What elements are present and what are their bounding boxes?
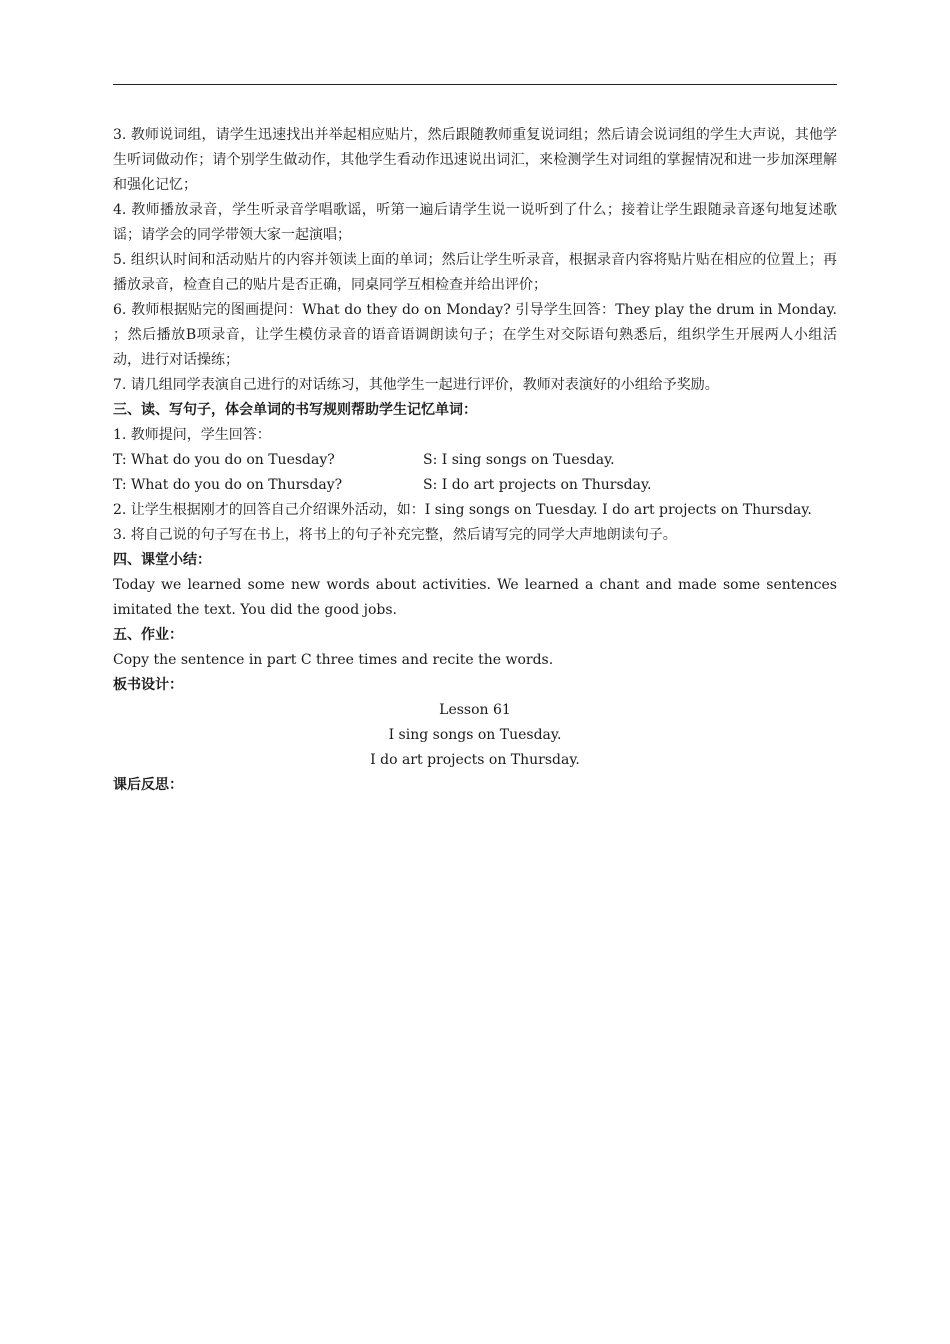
step-7: 7. 请几组同学表演自己进行的对话练习，其他学生一起进行评价，教师对表演好的小组给予奖励。 <box>113 377 719 393</box>
section-4-heading: 四、课堂小结： <box>113 552 211 568</box>
teacher-line-2: T: What do you do on Thursday? <box>113 477 343 493</box>
reflection-heading: 课后反思： <box>113 777 183 793</box>
board-line-lesson: Lesson 61 <box>439 702 511 718</box>
document-body <box>113 123 837 798</box>
board-line-1: I sing songs on Tuesday. <box>388 727 562 743</box>
board-line-2: I do art projects on Thursday. <box>370 752 580 768</box>
section-3-heading: 三、读、写句子，体会单词的书写规则帮助学生记忆单词： <box>113 402 477 418</box>
step-6: 6. 教师根据贴完的图画提问：What do they do on Monday? 引导学生回答：They play the drum in Monday. ；然后播放B项录音，让学生模仿录音的语音语调朗读句子；在学生对交际语句熟悉后，组织学生开展两人小组活动，进行对话操练； <box>113 302 837 368</box>
section-5-heading: 五、作业： <box>113 627 183 643</box>
board-design-heading: 板书设计： <box>113 677 183 693</box>
section-3-item-2: 2. 让学生根据刚才的回答自己介绍课外活动，如：I sing songs on Tuesday. I do art projects on Thursday. <box>113 502 812 518</box>
step-5: 5. 组织认时间和活动贴片的内容并领读上面的单词；然后让学生听录音，根据录音内容将贴片贴在相应的位置上；再播放录音，检查自己的贴片是否正确，同桌同学互相检查并给出评价； <box>113 252 837 293</box>
step-3: 3. 教师说词组，请学生迅速找出并举起相应贴片，然后跟随教师重复说词组；然后请会说词组的学生大声说，其他学生听词做动作；请个别学生做动作，其他学生看动作迅速说出词汇，来检测学生对词组的掌握情况和进一步加深理解和强化记忆； <box>113 127 837 193</box>
teacher-line-1: T: What do you do on Tuesday? <box>113 452 335 468</box>
student-line-1: S: I sing songs on Tuesday. <box>423 452 615 468</box>
dialog-row-1 <box>113 448 837 473</box>
step-4: 4. 教师播放录音，学生听录音学唱歌谣，听第一遍后请学生说一说听到了什么；接着让学生跟随录音逐句地复述歌谣；请学会的同学带领大家一起演唱； <box>113 202 837 243</box>
student-line-2: S: I do art projects on Thursday. <box>423 477 652 493</box>
section-3-item-1: 1. 教师提问，学生回答： <box>113 427 271 443</box>
dialog-row-2 <box>113 473 837 498</box>
section-3-item-3: 3. 将自己说的句子写在书上，将书上的句子补充完整，然后请写完的同学大声地朗读句子。 <box>113 527 677 543</box>
summary-text: Today we learned some new words about activities. We learned a chant and made some sentences imitated the text. You did the good jobs. <box>113 577 837 618</box>
header-rule <box>113 84 837 85</box>
homework-text: Copy the sentence in part C three times and recite the words. <box>113 652 554 668</box>
